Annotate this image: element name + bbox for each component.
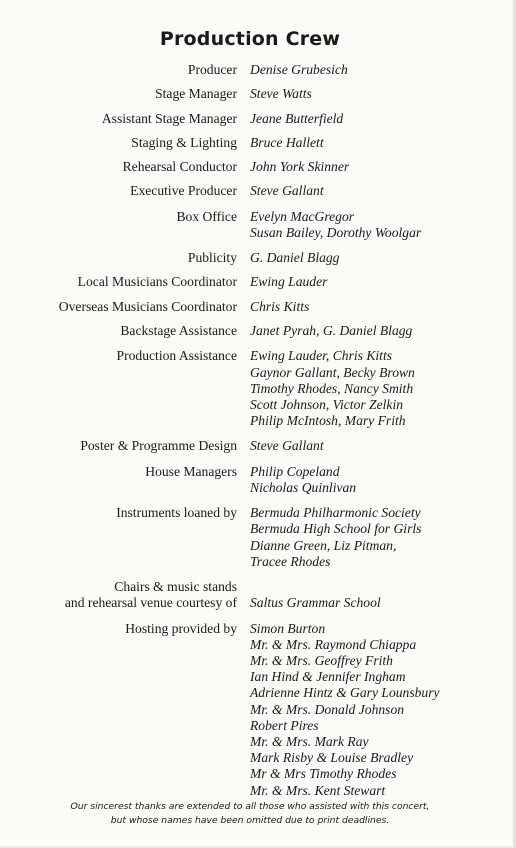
crew-role-line: Local Musicians Coordinator <box>77 274 237 290</box>
crew-role <box>0 62 237 78</box>
crew-names <box>250 209 421 241</box>
crew-role <box>0 183 237 199</box>
crew-name: Adrienne Hintz & Gary Lounsbury <box>250 685 440 701</box>
crew-row <box>0 299 516 315</box>
crew-name: Dianne Green, Liz Pitman, <box>250 537 397 553</box>
crew-name: Steve Watts <box>250 86 312 102</box>
crew-role <box>0 209 237 241</box>
crew-name: Mr. & Mrs. Mark Ray <box>250 733 369 749</box>
crew-role-line: Publicity <box>187 250 237 266</box>
crew-role-line: Rehearsal Conductor <box>122 159 237 175</box>
crew-role <box>0 579 237 612</box>
crew-role-line: Production Assistance <box>116 348 237 364</box>
crew-name: Steve Gallant <box>250 183 324 199</box>
crew-names <box>250 323 412 339</box>
crew-names <box>250 183 324 199</box>
crew-name: Denise Grubesich <box>250 62 348 77</box>
crew-role <box>0 505 237 570</box>
crew-row <box>0 621 516 799</box>
crew-role <box>0 135 237 151</box>
crew-names <box>250 579 381 612</box>
crew-row <box>0 62 516 78</box>
crew-role-line: Backstage Assistance <box>120 323 237 339</box>
crew-role-line: Staging & Lighting <box>131 134 237 150</box>
crew-row <box>0 505 516 570</box>
crew-name: Ewing Lauder <box>250 274 328 290</box>
crew-name: Robert Pires <box>250 717 319 733</box>
crew-name: Chris Kitts <box>250 298 310 314</box>
crew-row <box>0 86 516 102</box>
crew-role-line: Hosting provided by <box>125 620 237 636</box>
crew-names <box>250 274 327 290</box>
crew-name: G. Daniel Blagg <box>250 250 340 266</box>
crew-role <box>0 111 237 127</box>
crew-row <box>0 579 516 612</box>
crew-names <box>250 299 309 315</box>
crew-name: Philip McIntosh, Mary Frith <box>250 413 406 429</box>
crew-name: Evelyn MacGregor <box>250 208 355 224</box>
crew-role <box>0 86 237 102</box>
crew-name: Tracee Rhodes <box>250 553 331 569</box>
crew-name: Susan Bailey, Dorothy Woolgar <box>250 224 422 240</box>
crew-name: Timothy Rhodes, Nancy Smith <box>250 380 414 396</box>
crew-name: Mr. & Mrs. Raymond Chiappa <box>250 636 417 652</box>
crew-name: John York Skinner <box>250 159 350 175</box>
crew-role-line: House Managers <box>145 463 237 479</box>
crew-row <box>0 323 516 339</box>
crew-names <box>250 250 339 266</box>
crew-name: Simon Burton <box>250 620 326 636</box>
crew-row <box>0 464 516 496</box>
crew-name: Bermuda High School for Girls <box>250 521 422 537</box>
crew-names <box>250 86 312 102</box>
crew-role-line: and rehearsal venue courtesy of <box>64 595 237 611</box>
crew-name: Mr & Mrs Timothy Rhodes <box>250 766 397 782</box>
crew-role <box>0 348 237 429</box>
crew-role-line: Executive Producer <box>130 183 237 199</box>
crew-names <box>250 111 343 127</box>
crew-role <box>0 274 237 290</box>
crew-role <box>0 299 237 315</box>
crew-name: Bermuda Philharmonic Society <box>250 505 421 521</box>
page-title: Production Crew <box>159 28 341 50</box>
crew-name: Mr. & Mrs. Donald Johnson <box>250 701 405 717</box>
crew-role-line: Box Office <box>176 208 237 224</box>
crew-role <box>0 159 237 175</box>
crew-list <box>0 62 516 807</box>
thanks-line-1: Our sincerest thanks are extended to all those who assisted with this concert, <box>70 801 430 812</box>
crew-row <box>0 135 516 151</box>
crew-name: Gaynor Gallant, Becky Brown <box>250 364 415 380</box>
crew-name: Mr. & Mrs. Geoffrey Frith <box>250 652 393 668</box>
crew-role-line: Instruments loaned by <box>116 505 237 521</box>
crew-role-line: Stage Manager <box>155 86 237 102</box>
crew-row <box>0 250 516 266</box>
crew-row <box>0 438 516 454</box>
crew-role <box>0 323 237 339</box>
crew-role-line: Poster & Programme Design <box>80 438 237 454</box>
crew-names <box>250 348 415 429</box>
crew-name: Ian Hind & Jennifer Ingham <box>250 669 406 685</box>
crew-names <box>250 438 324 454</box>
crew-name: Bruce Hallett <box>250 134 324 150</box>
crew-role <box>0 438 237 454</box>
thanks-line-2: but whose names have been omitted due to print deadlines. <box>110 815 390 826</box>
crew-role-line: Overseas Musicians Coordinator <box>58 298 237 314</box>
crew-names <box>250 159 349 175</box>
crew-name: Steve Gallant <box>250 438 324 454</box>
crew-name: Janet Pyrah, G. Daniel Blagg <box>250 323 413 339</box>
crew-names <box>250 135 324 151</box>
crew-name: Nicholas Quinlivan <box>250 479 357 495</box>
crew-name: Jeane Butterfield <box>250 110 344 126</box>
crew-name: Scott Johnson, Victor Zelkin <box>250 396 404 412</box>
crew-row <box>0 209 516 241</box>
crew-names <box>250 464 356 496</box>
crew-role-line: Assistant Stage Manager <box>101 110 237 126</box>
crew-row <box>0 159 516 175</box>
crew-name: Philip Copeland <box>250 463 340 479</box>
crew-role <box>0 464 237 496</box>
crew-names <box>250 621 440 799</box>
crew-role-line: Producer <box>187 62 237 77</box>
crew-row <box>0 183 516 199</box>
crew-names <box>250 62 348 78</box>
crew-row <box>0 274 516 290</box>
crew-names <box>250 505 421 570</box>
crew-role <box>0 621 237 799</box>
crew-row <box>0 111 516 127</box>
thanks-note <box>0 800 500 828</box>
crew-name: Mark Risby & Louise Bradley <box>250 750 414 766</box>
crew-role-line: Chairs & music stands <box>114 578 237 594</box>
crew-name: Ewing Lauder, Chris Kitts <box>250 348 393 364</box>
crew-role <box>0 250 237 266</box>
crew-name: Mr. & Mrs. Kent Stewart <box>250 782 386 798</box>
crew-row <box>0 348 516 429</box>
crew-name: Saltus Grammar School <box>250 595 381 611</box>
